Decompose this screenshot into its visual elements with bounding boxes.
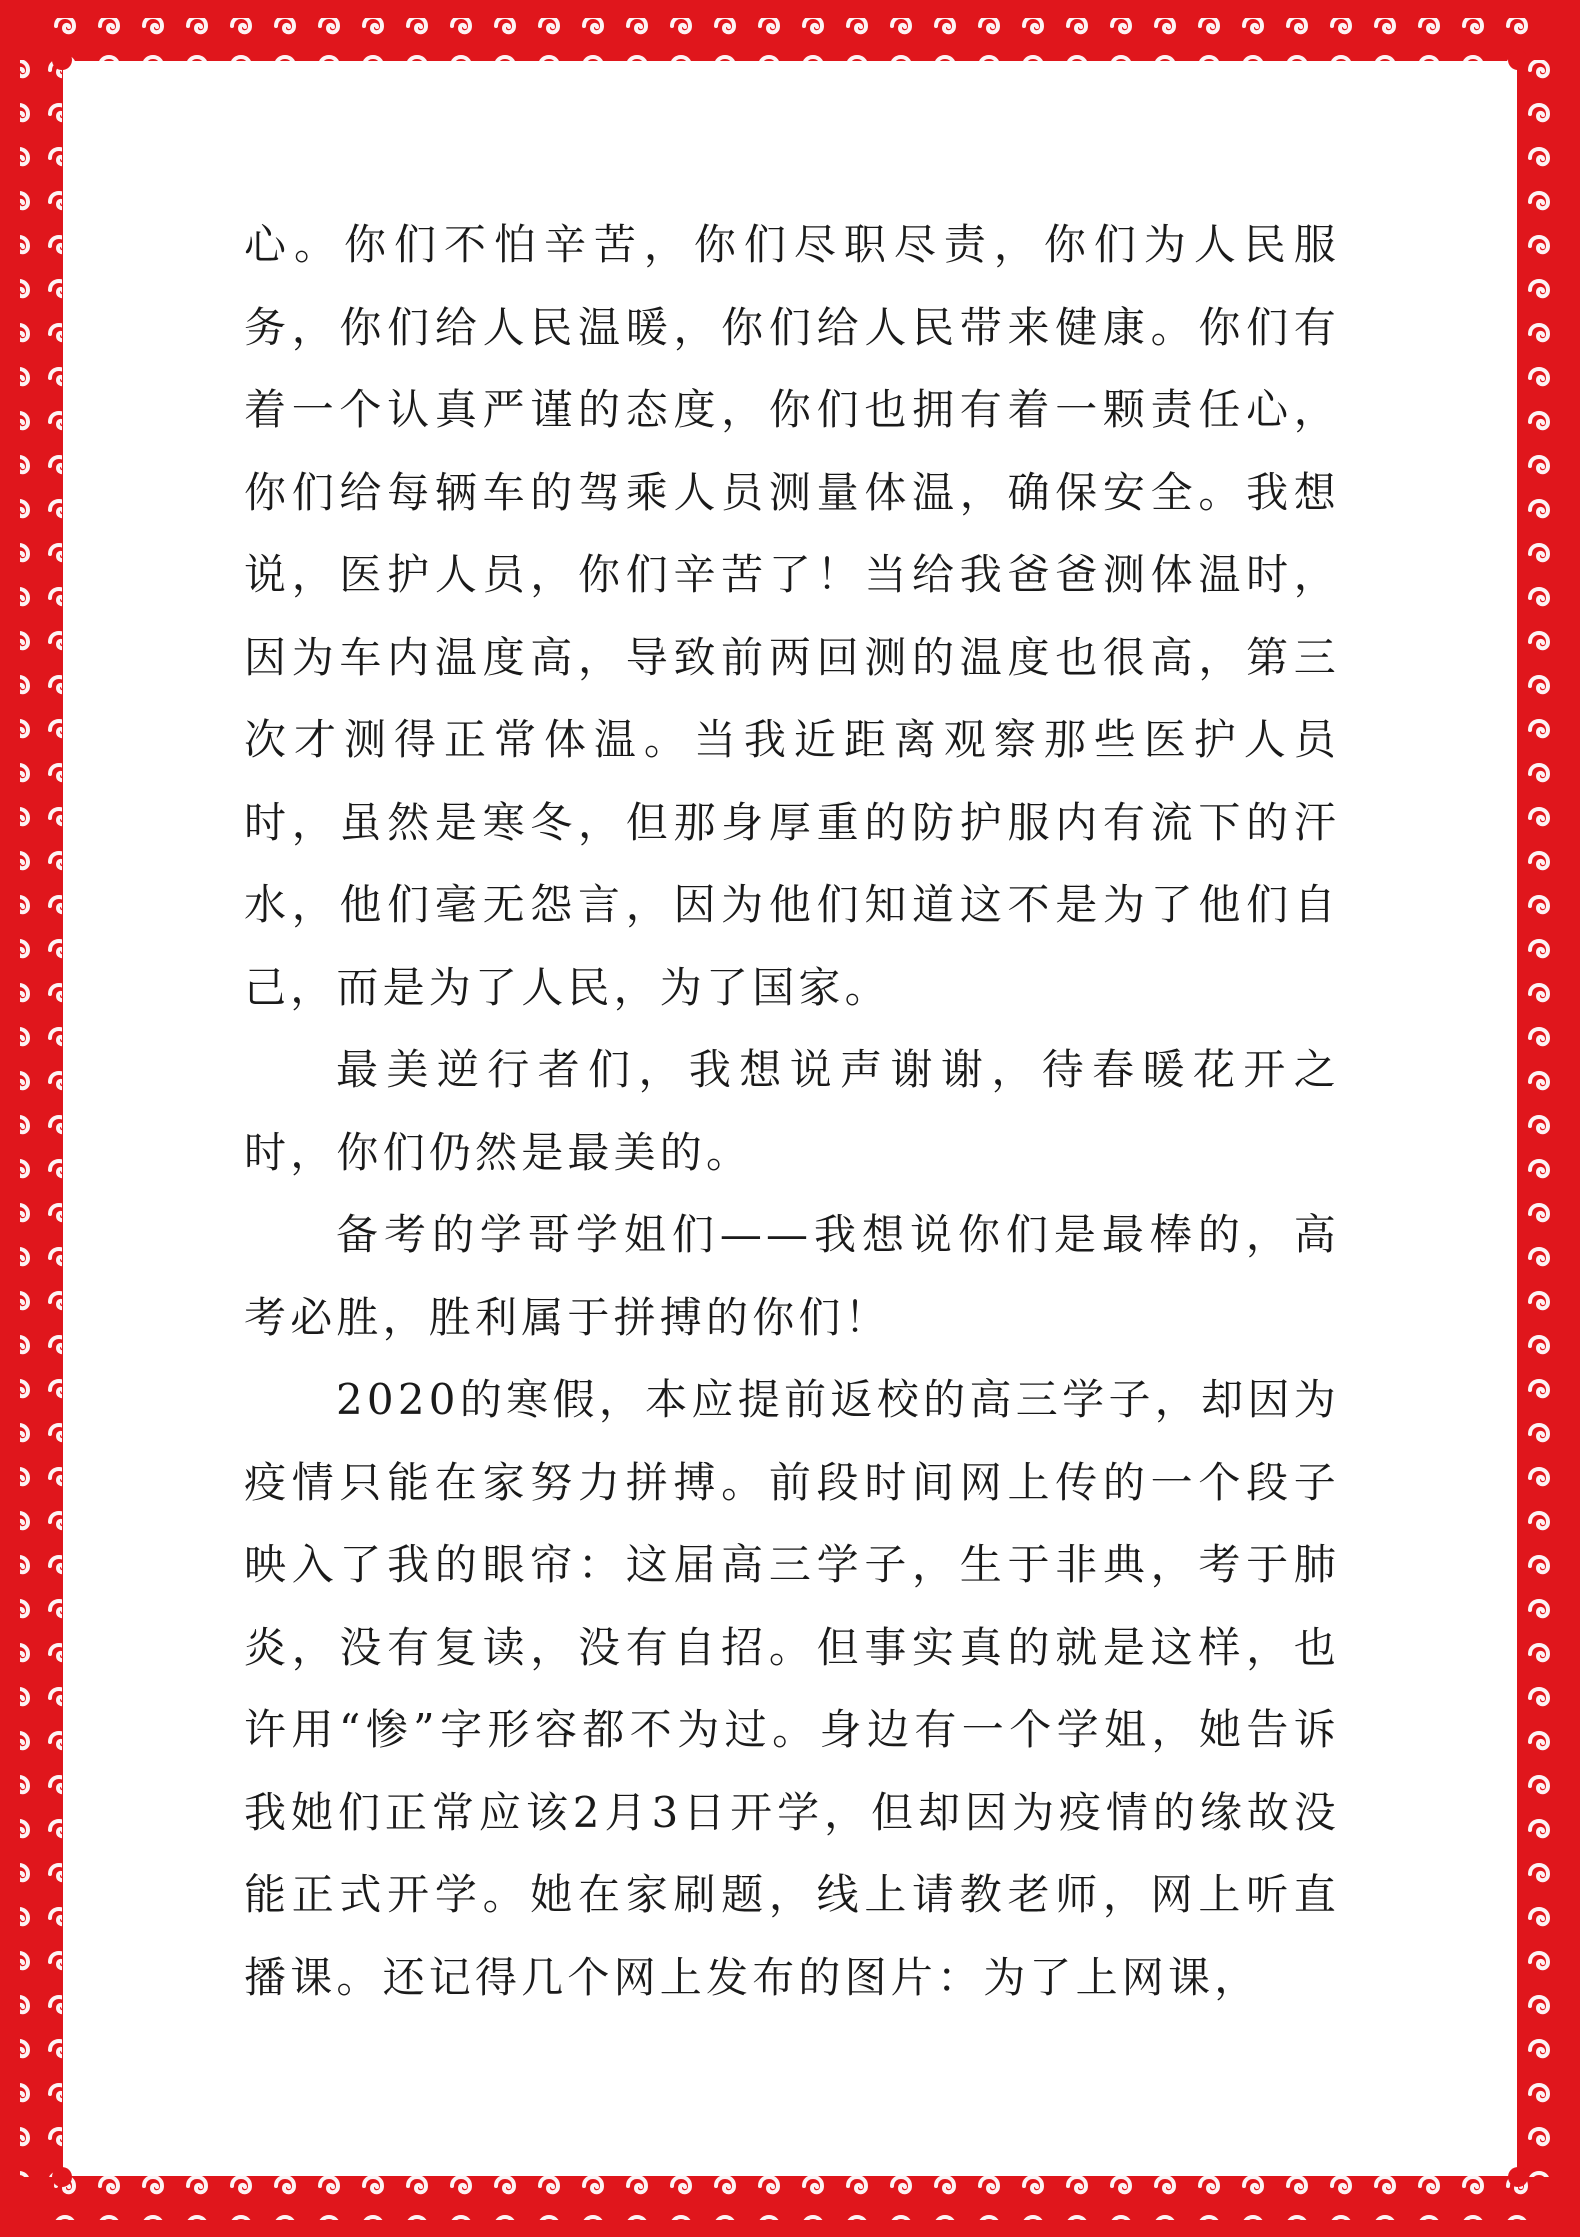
- essay-body: [244, 204, 1340, 2019]
- paragraph-3: 备考的学哥学姐们——我想说你们是最棒的，高考必胜，胜利属于拼搏的你们！: [244, 1210, 1340, 1342]
- paragraph-2: 最美逆行者们，我想说声谢谢，待春暖花开之时，你们仍然是最美的。: [244, 1045, 1340, 1177]
- paragraph-1: 心。你们不怕辛苦，你们尽职尽责，你们为人民服务，你们给人民温暖，你们给人民带来健康。你们有着一个认真严谨的态度，你们也拥有着一颗责任心，你们给每辆车的驾乘人员测量体温，确保安全。我想说，医护人员，你们辛苦了！当给我爸爸测体温时，因为车内温度高，导致前两回测的温度也很高，第三次才测得正常体温。当我近距离观察那些医护人员时，虽然是寒冬，但那身厚重的防护服内有流下的汗水，他们毫无怨言，因为他们知道这不是为了他们自己，而是为了人民，为了国家。: [244, 220, 1340, 1012]
- paragraph-4: 2020的寒假，本应提前返校的高三学子，却因为疫情只能在家努力拼搏。前段时间网上传的一个段子映入了我的眼帘：这届高三学子，生于非典，考于肺炎，没有复读，没有自招。但事实真的就是这样，也许用“惨”字形容都不为过。身边有一个学姐，她告诉我她们正常应该2月3日开学，但却因为疫情的缘故没能正式开学。她在家刷题，线上请教老师，网上听直播课。还记得几个网上发布的图片：为了上网课，: [244, 1375, 1340, 2002]
